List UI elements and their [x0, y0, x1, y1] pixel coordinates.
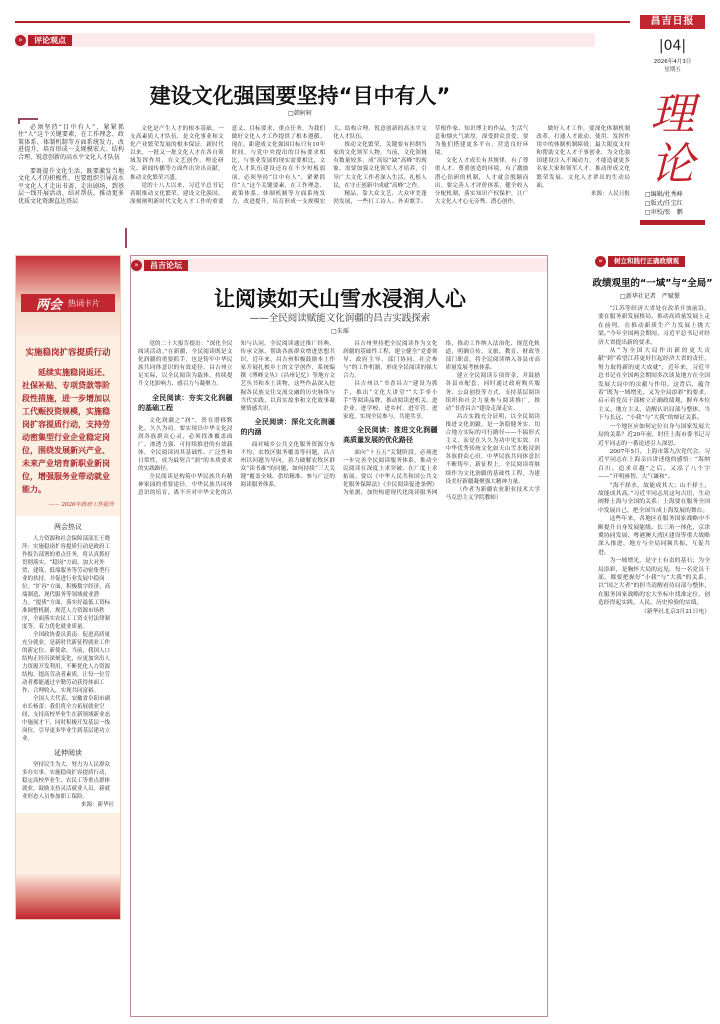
- paragraph: 这些年来，各地区在服务国家战略中不断提升自身发展能级。长三角一体化、京津冀协同发展、粤港澳大湾区建设等重大战略深入推进，地方与全局同频共振、互促共进。: [598, 516, 710, 556]
- discussion-item: 全国人大代表、安徽省阜阳市副市长杨蕾：我们将全力拓展就业空间，支持高校毕业生在新领域新业态中施展才干，同时积极开发基层一线岗位，引导更多毕业生到基层建功立业。: [22, 696, 111, 742]
- right-article-title: 政绩观里的“一域”与“全局”: [592, 278, 713, 289]
- subheading: 全民阅读：深化文化润疆的内涵: [240, 416, 335, 436]
- card-banner: [16, 256, 120, 336]
- extended-reading-text: 坚持民生为大，努力为人民群众多办实事。实施稳岗扩容提质行动，稳定高校毕业生、农民工等重点群体就业，鼓励支持灵活就业人员、新就业形态人员参加职工保险。: [22, 762, 111, 800]
- mid-article-title: 让阅读如天山雪水浸润人心: [214, 286, 466, 311]
- weekday-text: 星期五: [664, 67, 681, 73]
- two-sessions-card: [15, 255, 121, 920]
- editor-credits: [645, 190, 683, 217]
- right-tag: [595, 255, 710, 267]
- mid-article-subtitle: ——全民阅读赋能文化润疆的昌吉实践探索: [249, 313, 431, 324]
- section-tag-label: 评论观点: [28, 35, 72, 46]
- mid-article-byline: □朱瑶: [331, 328, 349, 335]
- chevron-icon: »: [131, 260, 142, 271]
- paragraph: 从“为全国大局作出新的更大贡献”到“希望江苏更好扛起经济大省的责任，努力取得新的更大成就”，近年来，习近平总书记在全国两会期间多次谈及地方在全国发展大局中的贡献与作用。这背后，蕴含着“既为一域增光、又为全局添彩”的要求，启示着党员干部树立正确政绩观，摒弃本位主义、地方主义，清醒认识局部与整体、当下与长远、“小我”与“大我”的辩证关系。: [598, 348, 710, 422]
- pull-quote: 要既提升文化生活，既要激发当地文化人才的积极性，也要组织引导高水平文化人才走出书斋、走出剧场，到基层一线开展活动、结对帮扶，推动更多优质文化资源直达基层: [18, 168, 124, 205]
- chevron-icon: »: [15, 35, 26, 46]
- top-article-byline: □韩轲轲: [288, 110, 312, 117]
- top-article-body: [130, 125, 630, 250]
- right-article-byline: □新华社记者 严赋憬: [620, 293, 680, 300]
- section-tag-bar: [15, 33, 595, 47]
- paragraph: 面向“十五五”关键阶段，必须进一步完善全民阅读服务体系，推动全民阅读在深度上求突破、在广度上求拓展。要以《中华人民共和国公共文化服务保障法》《全民阅读促进条例》为依据，加快构建现代化阅读服务网络，推动工作纳入法治化、规范化轨道，明确宣传、文旅、教育、财政等部门职责，将全民阅读纳入各县市高质量发展考核体系。: [343, 341, 540, 497]
- card-hot-text: 延续实施稳岗返还、社保补贴、专项贷款等阶段性措施，进一步增加以工代赈投资规模，实施稳岗扩容提质行动，支持劳动密集型行业企业稳定岗位，围绕发展新兴产业、未来产业培育新职业新岗位，增强服务业带动就业能力。: [22, 367, 110, 494]
- paragraph: 文化人才成长有其规律，有了尊重人才、尊重创造的环境，有了激励潜心钻研的机制，人才就会脱颖而出。要完善人才评价体系，健全收入分配机制，落实知识产权保护，让广大文化人才心无旁骛、潜心创作。: [434, 158, 529, 205]
- section-tag: [131, 259, 188, 271]
- page-number: |04|: [658, 38, 687, 54]
- paragraph: 全民阅读是构筑中华民族共有精神家园的重要途径。中华民族共同体意识的培育，离不开对中华文化的认知与认同。全民阅读通过推广经典、传承文脉，帮助各族群众增进思想共识，近年来，昌吉州积极鼓励本土作家开展扎根乡土的文学创作，系统编撰《博峰文丛》《昌州记忆》等地方文艺丛书和本土读物，这些作品深入挖掘各民族交往交流交融的历史脉络与当代实践，以真实故事和文化故事凝聚情感共识。: [138, 341, 335, 497]
- paragraph: 为一域增光，是守土有责的基石；为全局添彩，是胸怀大局的远见。每一名党员干部，都要把握好“小我”与“大我”的关系，以“国之大者”的担当清醒看待局部与整体，在服务国家战略的宏大坐标中找准定位，创造经得起实践、人民、历史检验的实绩。: [598, 558, 710, 607]
- author-note: （作者为新疆农业职业技术大学马克思主义学院教师）: [445, 486, 540, 501]
- credit-editor: □编辑/杜秀峰: [645, 191, 683, 198]
- paragraph: 昌吉实践充分证明，以全民阅读推进文化润疆，是一条稳健务实、切合地方实际的可行路径——不搞形式主义，而是在久久为功中见实效。自中华优秀传统文化如天山雪水般浸润各族群众心田，中华民族共同体意识不断铸牢，新征程上，全民阅读将继续作为文化润疆的基础性工程，为建设美好新疆凝聚强大精神力量。: [445, 413, 540, 485]
- paragraph: 面对城乡公共文化服务资源分布不均、农牧区服务覆盖等问题，昌吉州以问题为导向，着力破解农牧区群众“读书难”的问题，如何持续“三大关键”覆盖全域、供给精准、参与广泛的阅读服务体系。: [240, 441, 335, 489]
- discussion-title: 两会热议: [54, 523, 82, 531]
- discussion-section: [16, 516, 120, 813]
- quote-bracket: [125, 228, 127, 248]
- card-source: —— 2026年政府工作报告: [48, 502, 114, 508]
- section-tag: [15, 34, 72, 46]
- right-article-body: [598, 305, 710, 1017]
- subheading: 全民阅读：推进文化润疆高质量发展的优化路径: [343, 424, 438, 444]
- mid-tag-bar: [131, 258, 547, 272]
- source-note: 来源：人民日报: [590, 190, 630, 197]
- date-text: 2026年4月3日: [653, 59, 692, 65]
- mid-article-body: [138, 340, 540, 1010]
- chevron-icon: »: [595, 256, 606, 267]
- discussion-item: 人力资源和社会保障部部长王晓萍：实施稳岗扩容提质行动是政府工作报告部署的重点任务，将认真抓好贯彻落实。“稳岗”方面，加大对外贸、建筑、低端服务等劳动密集型行业的扶持，并促进行业发展中稳岗位。“扩容”方面，积极数字经济、高端制造、现代服务等领域就业潜力。“提质”方面，落实好最低工资标准调整机制，规范人力资源市场秩序，全面落实农民工工资支付法律制度等，着力优化就业质量。: [22, 536, 111, 630]
- source-note: （新华社北京3月21日电）: [640, 608, 710, 615]
- paragraph: 文化润疆之“润”，贵在潜移默化、久久为功。要实现以中华文化浸润各族群众心灵，必须找准覆盖面广、渗透力强、可持续推进的有效载体。全民阅读因其基础性、广泛性和日常性，成为最契合“润”的本质要求的实践路径。: [138, 417, 233, 473]
- section-bar: [640, 220, 705, 225]
- pull-quotes: [18, 118, 124, 205]
- paragraph: 2007年5月，上海市第九次党代会。习近平同志在上海亲自讲述他的感悟：“海纳百川、追求卓越”之后，又添了八个字——“开明睿智、大气谦和”。: [598, 448, 710, 481]
- extended-source: 来源：新华社: [80, 802, 114, 808]
- section-char-1: 理: [650, 89, 695, 140]
- banner-subtitle: 热词卡片: [68, 298, 100, 308]
- paragraph: “海不择水，故能成其大；山不择土，故能成其高。”习近平同志用这句古语，生动阐释上海与全国的关系：上海要在服务全国中发展自己，把全国当成上海发展的舞台。: [598, 482, 710, 514]
- credit-layout: □版式/任宝红: [645, 200, 683, 207]
- section-char-2: 论: [650, 139, 695, 190]
- paragraph: 党的十八大以来，习近平总书记着眼推动文化繁荣、建设文化强国，深刻阐明新时代文化人才工作的重要意义、目标要求、重点任务，为我们做好文化人才工作提供了根本遵循。现在，距建成文化强国目标只有10年时间，与党中央提出的目标要求相比，与事业发展的现实需要相比，文化人才队伍建设还存在不少短板弱项。必须坚持“目中有人”，紧紧抓住“人”这个关键要素，在工作理念、政策体系、体制机制等方面系统发力，改进提升，培育形成一支规模宏大、结构合理、锐意创新的高水平文化人才队伍。: [130, 126, 427, 205]
- paragraph: “江苏等经济大省处在改革开放前沿，要在服务新发展格局、推动高质量发展上走在前列，在推动新质生产力发展上挑大梁。”今年全国两会期间，习近平总书记对经济大省提出新的要求。: [598, 306, 710, 346]
- section-tag-label: 昌吉论坛: [144, 260, 188, 271]
- paragraph: 党的二十大报告提出：“深化全民阅读活动。”在新疆，全民阅读既是文化润疆的重要抓手，也是铸牢中华民族共同体意识的有效途径。昌吉州立足实际，以全民阅读为载体，持续提升文化影响力、感召力与凝聚力。: [138, 341, 233, 388]
- paragraph: 推动文化繁荣，关键要有担纲当家的文化领军人物。当前，文化领域有数量较多、成“高原”缺“高峰”的现象，需要加强文化领军人才培养，引导广大文化工作者深入生活、扎根人民，在守正创新中成就“高峰”之作。: [333, 142, 427, 189]
- top-article-title: 建设文化强国要坚持“目中有人”: [149, 84, 451, 108]
- paragraph: 一个地区应如何定位自身与国家发展大局的关系？近20年前，时任上海市委书记习近平同志的一番论述引人深思。: [598, 423, 710, 447]
- banner-title: 两会: [35, 297, 62, 313]
- extended-reading-title: 延伸阅读: [54, 749, 82, 757]
- paragraph: 昌吉州坚持把全民阅读作为文化润疆的基础性工程，建立健全“党委领导、政府主导、部门协同、社会参与”的工作机制，形成全民阅读的强大合力。: [343, 341, 438, 380]
- top-rule: [15, 21, 630, 23]
- paragraph: 昌吉州以“书香昌吉”建设为抓手，推出“文化大讲堂”“大手牵小手”等阅读品牌，推动阅读进机关、进企业、进学校、进乡村、进军营、进家庭，实现全民参与、共建共享。: [343, 381, 438, 420]
- discussion-item: 全国政协委员黄南：促进高质量充分就业，是新时代新征程就业工作的新定位、新使命。当前，我国人口结构正经历深刻变化，应更加突出人力资源开发利用，不断优化人力资源结构，提高劳动者素质，让每一位劳动者都能通过辛勤劳动获得体面工作、合理收入，实现共同富裕。: [22, 632, 111, 694]
- paragraph: 做好人才工作，要深化体制机制改革，打通人才流动、使用、发挥作用中的体制机制障碍，最大限度支持和帮助文化人才干事创业，为文化强国建设注入不竭动力，才能造就更多名家大家和领军人才，推动形成文化繁荣发展、文化人才辈出的生动局面。: [536, 126, 630, 189]
- section-tag-label: 树立和践行正确政绩观: [608, 256, 685, 267]
- paragraph: 文化是产生人才的根本基础，一支高素质人才队伍，是文化事业和文化产业繁荣发展的根本保证。新时代以来，一批又一批文化人才在各自领域发挥作用，在文艺创作、理论研究、新闻传播等方面作出突出贡献，推动文化繁荣兴盛。: [130, 126, 224, 181]
- paragraph: 建立全民阅读专项资金，并鼓励各县市配套，同时通过政府购买服务、公益创投等方式，支持基层阅读组织和社会力量参与阅读推广，推动“书香昌吉”建设走深走实。: [445, 373, 540, 412]
- issue-date: [630, 58, 715, 74]
- pull-quote: 必须坚持“目中有人”，紧紧抓住“人”这个关键要素，在工作理念、政策体系、体制机制等方面系统发力，改进提升，培育形成一支规模宏大、结构合理、锐意创新的高水平文化人才队伍: [18, 124, 124, 161]
- city-skyline-graphic: [16, 874, 120, 919]
- card-headline: 实施稳岗扩容提质行动: [25, 348, 111, 358]
- credit-proof: □审校/张 鹏: [645, 209, 683, 216]
- paragraph: 精品，靠大众文艺、大众审美蓬勃发展，一些打工诗人、外卖歌手、草根作家、知识博主的作品，生活气息和烟火气浓厚，深受群众喜爱。要为他们搭建更多平台，营造良好环境。: [333, 126, 529, 205]
- subheading: 全民阅读：夯实文化润疆的基础工程: [138, 392, 233, 412]
- newspaper-logo: 昌吉日报: [640, 15, 705, 29]
